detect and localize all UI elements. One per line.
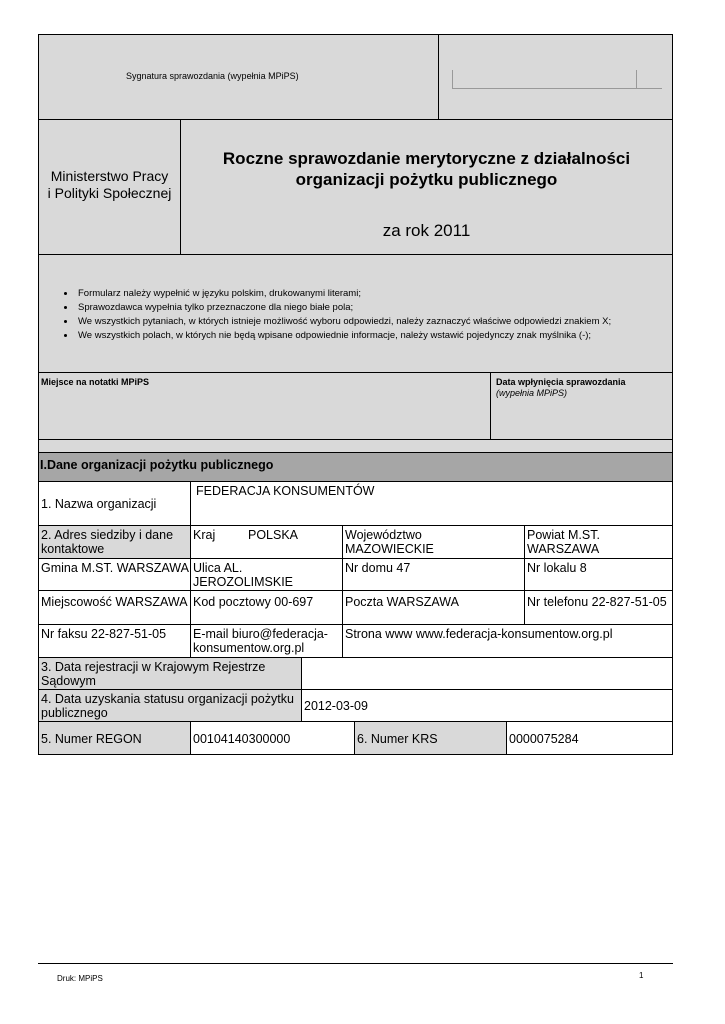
street-line2: JEROZOLIMSKIE bbox=[193, 575, 294, 589]
footer-print-label: Druk: MPiPS bbox=[57, 974, 103, 983]
report-title-line1: Roczne sprawozdanie merytoryczne z działalności bbox=[222, 149, 631, 168]
post-office-value: Poczta WARSZAWA bbox=[345, 595, 459, 609]
apartment-number-value: Nr lokalu 8 bbox=[527, 561, 587, 575]
opp-status-line1: 4. Data uzyskania statusu organizacji pożytku bbox=[41, 692, 294, 706]
signature-label: Sygnatura sprawozdania (wypełnia MPiPS) bbox=[126, 71, 299, 81]
signature-field-left-tick bbox=[452, 70, 453, 88]
krs-registration-line1: 3. Data rejestracji w Krajowym Rejestrze bbox=[41, 660, 266, 674]
country-value: POLSKA bbox=[248, 528, 299, 542]
notes-label: Miejsce na notatki MPiPS bbox=[41, 377, 150, 387]
regon-value: 00104140300000 bbox=[193, 732, 291, 746]
ministry-line1: Ministerstwo Pracy bbox=[50, 168, 169, 184]
spacer-row bbox=[38, 439, 673, 453]
instruction-item: • Formularz należy wypełnić w języku polskim, drukowanymi literami; bbox=[76, 287, 706, 301]
postal-code-value: Kod pocztowy 00-697 bbox=[193, 595, 314, 609]
page-number: 1 bbox=[639, 971, 644, 980]
voivodeship-value: MAZOWIECKIE bbox=[345, 542, 434, 556]
website-value: Strona www www.federacja-konsumentow.org.pl bbox=[345, 627, 613, 641]
opp-status-value: 2012-03-09 bbox=[304, 699, 368, 713]
email-line1: E-mail biuro@federacja- bbox=[193, 627, 328, 641]
footer-divider bbox=[38, 963, 673, 964]
voivodeship-label: Województwo bbox=[345, 528, 422, 542]
report-title-line2: organizacji pożytku publicznego bbox=[295, 170, 558, 189]
fax-value: Nr faksu 22-827-51-05 bbox=[41, 627, 167, 641]
locality-value: Miejscowość WARSZAWA bbox=[41, 595, 188, 609]
house-number-value: Nr domu 47 bbox=[345, 561, 411, 575]
street-line1: Ulica AL. bbox=[193, 561, 243, 575]
section1-title: I.Dane organizacji pożytku publicznego bbox=[40, 458, 274, 472]
signature-field-underline bbox=[452, 88, 662, 89]
regon-label: 5. Numer REGON bbox=[41, 732, 142, 746]
county-line1: Powiat M.ST. bbox=[527, 528, 600, 542]
county-line2: WARSZAWA bbox=[527, 542, 600, 556]
instruction-item: • We wszystkich pytaniach, w których istnieje możliwość wyboru odpowiedzi, należy zaznaczyć właściwe odpowiedzi znakiem X; bbox=[76, 315, 706, 329]
ministry-line2: i Polityki Społecznej bbox=[47, 185, 172, 201]
opp-status-line2: publicznego bbox=[41, 706, 108, 720]
receipt-date-label: Data wpłynięcia sprawozdania bbox=[496, 377, 626, 387]
phone-value: Nr telefonu 22-827-51-05 bbox=[527, 595, 667, 609]
report-year: za rok 2011 bbox=[382, 221, 471, 240]
country-label: Kraj bbox=[193, 528, 216, 542]
krs-label: 6. Numer KRS bbox=[357, 732, 438, 746]
org-name-value: FEDERACJA KONSUMENTÓW bbox=[196, 484, 375, 498]
org-name-label: 1. Nazwa organizacji bbox=[41, 497, 157, 511]
krs-registration-line2: Sądowym bbox=[41, 674, 96, 688]
instructions-list bbox=[38, 287, 706, 343]
address-label-line2: kontaktowe bbox=[41, 542, 105, 556]
signature-value-cell bbox=[438, 34, 673, 120]
signature-field-right-tick bbox=[636, 70, 637, 88]
address-label-line1: 2. Adres siedziby i dane bbox=[41, 528, 174, 542]
instruction-item: • Sprawozdawca wypełnia tylko przeznaczone dla niego białe pola; bbox=[76, 301, 706, 315]
receipt-date-sub: (wypełnia MPiPS) bbox=[496, 388, 568, 398]
instruction-item: • We wszystkich polach, w których nie będą wpisane odpowiednie informacje, należy wstawić pojedynczy znak myślnika (-); bbox=[76, 329, 706, 343]
commune-value: Gmina M.ST. WARSZAWA bbox=[41, 561, 189, 575]
email-line2: konsumentow.org.pl bbox=[193, 641, 305, 655]
krs-registration-value-cell[interactable] bbox=[301, 657, 673, 690]
krs-value: 0000075284 bbox=[509, 732, 579, 746]
